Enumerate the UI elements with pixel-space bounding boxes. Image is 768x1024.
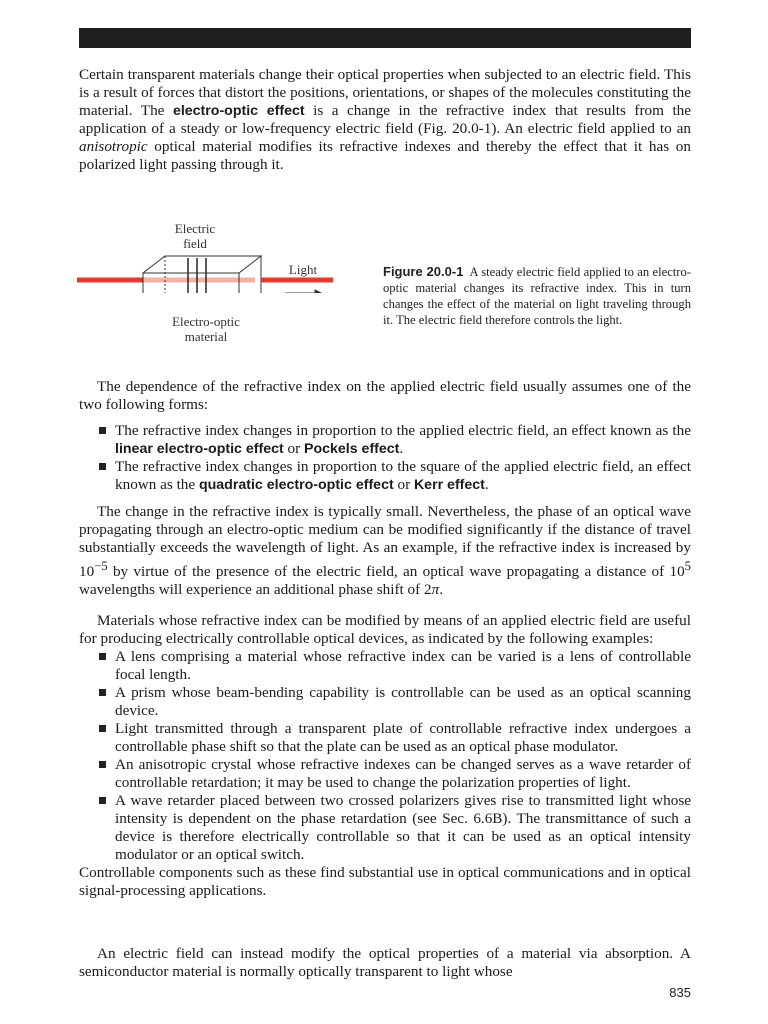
exponent-1: −5 — [94, 559, 108, 573]
item-text: . — [399, 440, 404, 457]
term-quadratic-eo: quadratic electro-optic effect — [198, 477, 394, 493]
term-anisotropic: anisotropic — [79, 138, 148, 155]
forms-section — [79, 378, 691, 494]
change-text-3: wavelengths will experience an additional phase shift of 2 — [79, 581, 432, 599]
page-number: 835 — [669, 985, 691, 1000]
change-paragraph — [79, 503, 691, 599]
item-text: A wave retarder placed between two crossed polarizers gives rise to transmitted light whose intensity is dependent on the phase retardation (see Sec. 6.6B). The transmittance of such a device is therefore electrically controllable so that it can be used as an optical intensity modulator or an optical switch. — [115, 792, 691, 863]
item-text: A prism whose beam-bending capability is controllable can be used as an optical scanning device. — [115, 684, 691, 719]
caption-text: A steady electric field applied to an electro-optic material changes its refractive index. This in turn changes the effect of the material on light traveling through it. The electric field therefore controls the light. — [383, 265, 691, 327]
intro-text-2: is a change in the refractive index that results from the application of a steady or low-frequency electric field (Fig. 20.0-1). An electric field applied to an — [79, 102, 691, 137]
light-label: Light — [288, 262, 318, 277]
change-text-1: The change in the refractive index is typically small. Nevertheless, the phase of an optical wave propagating through an electro-optic medium can be modified significantly if the distance of travel substantially exceeds the wavelength of light. As an example, if the refractive index is increased by 10 — [79, 503, 691, 581]
caption-number: Figure 20.0-1 — [383, 264, 464, 279]
item-text: or — [283, 440, 304, 457]
field-label-line2: field — [183, 236, 207, 251]
list-item — [79, 792, 691, 864]
term-kerr: Kerr effect — [413, 477, 485, 493]
bullet-icon — [99, 725, 106, 732]
material-label-line2: material — [184, 329, 228, 344]
header-bar — [79, 28, 691, 48]
bullet-icon — [99, 761, 106, 768]
devices-lead: Materials whose refractive index can be modified by means of an applied electric field are useful for producing electrically controllable optical devices, as indicated by the following examples: — [79, 612, 691, 647]
list-item — [79, 648, 691, 684]
list-item — [79, 684, 691, 720]
devices-list — [79, 648, 691, 864]
devices-section — [79, 612, 691, 900]
intro-text-1: Certain transparent materials change their optical properties when subjected to an electric field. This is a result of forces that distort the positions, orientations, or shapes of the molecules constituting the material. The — [79, 66, 691, 119]
list-item — [79, 458, 691, 494]
bullet-icon — [99, 427, 106, 434]
field-label — [150, 221, 240, 251]
bullet-icon — [99, 797, 106, 804]
item-text: The refractive index changes in proportion to the square of the applied electric field, an effect known as the — [115, 458, 691, 493]
list-item — [79, 422, 691, 458]
figure-caption — [383, 264, 691, 328]
intro-text-3: optical material modifies its refractive indexes and thereby the effect that it has on polarized light passing through it. — [79, 138, 691, 173]
material-label — [150, 314, 262, 344]
pi-symbol: π — [431, 581, 440, 599]
item-text: . — [484, 476, 489, 493]
term-pockels: Pockels effect — [303, 441, 400, 457]
item-text: or — [393, 476, 414, 493]
field-arrows — [184, 258, 210, 293]
list-item — [79, 756, 691, 792]
crystal-box — [143, 256, 261, 293]
bullet-icon — [99, 653, 106, 660]
light-direction-arrow — [285, 290, 321, 293]
item-text: An anisotropic crystal whose refractive indexes can be changed serves as a wave retarder of controllable retardation; it may be used to change the polarization properties of light. — [115, 756, 691, 791]
item-text: The refractive index changes in proportion to the applied electric field, an effect known as the — [115, 422, 691, 439]
list-item — [79, 720, 691, 756]
field-label-line1: Electric — [174, 221, 216, 236]
material-label-line1: Electro-optic — [172, 314, 240, 329]
term-electro-optic-effect: electro-optic effect — [172, 103, 305, 119]
change-text-4: . — [439, 581, 443, 599]
forms-lead: The dependence of the refractive index on the applied electric field usually assumes one of the two following forms: — [79, 378, 691, 413]
absorption-paragraph: An electric field can instead modify the optical properties of a material via absorption. A semiconductor material is normally optically transparent to light whose — [79, 945, 691, 980]
intro-paragraph — [79, 66, 691, 174]
item-text: A lens comprising a material whose refractive index can be varied is a lens of controllable focal length. — [115, 648, 691, 683]
exponent-2: 5 — [684, 559, 691, 573]
term-linear-eo: linear electro-optic effect — [115, 441, 284, 457]
devices-closing: Controllable components such as these find substantial use in optical communications and in optical signal-processing applications. — [79, 864, 691, 899]
forms-list — [79, 422, 691, 494]
change-text-2: by virtue of the presence of the electric field, an optical wave propagating a distance of 10 — [107, 563, 685, 581]
bullet-icon — [99, 689, 106, 696]
item-text: Light transmitted through a transparent plate of controllable refractive index undergoes a controllable phase shift so that the plate can be used as an optical phase modulator. — [115, 720, 691, 755]
bullet-icon — [99, 463, 106, 470]
